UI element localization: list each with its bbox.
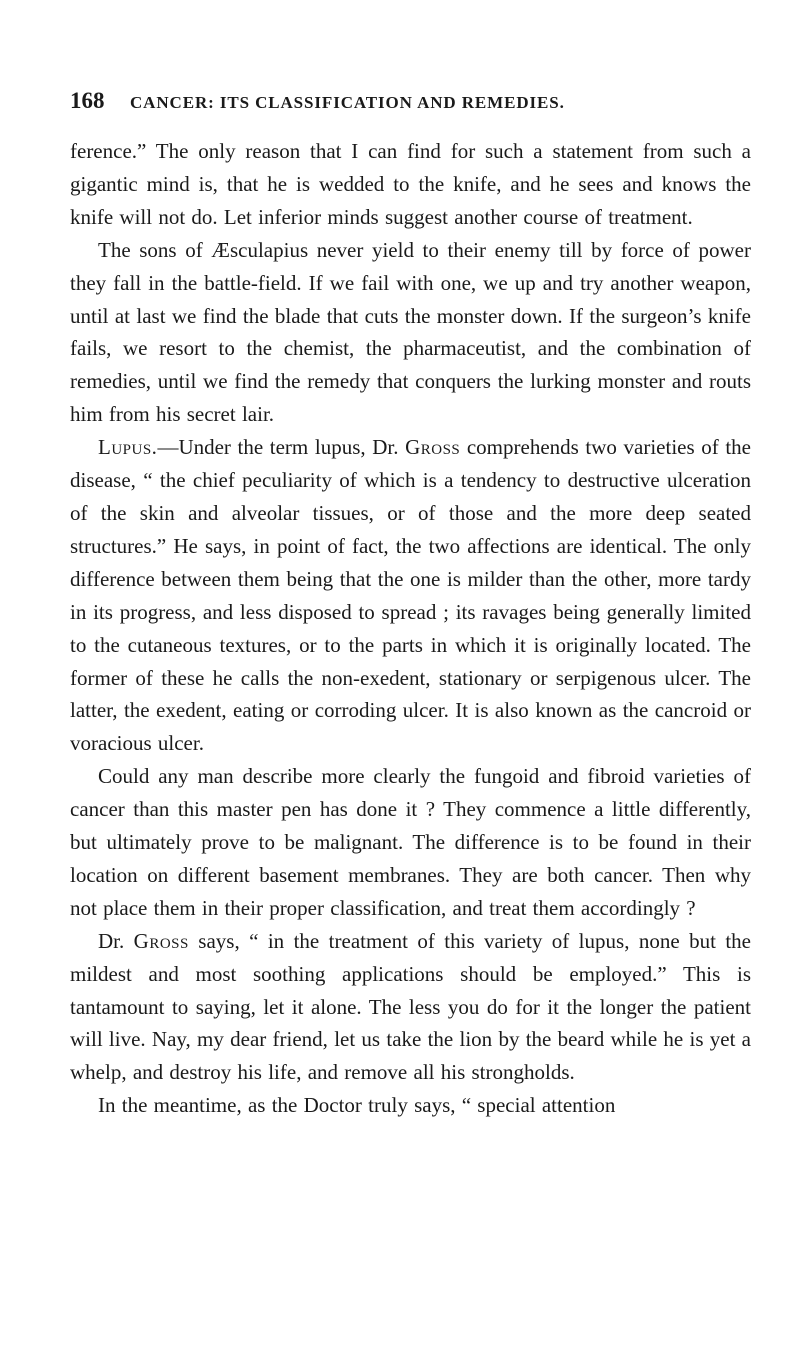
paragraph-continuation: ference.” The only reason that I can find for such a statement from such a gigantic mind is, that he is wedded to the knife, and he sees and knows the knife will not do. Let inferior minds suggest another course of treatment. [70,139,751,229]
treatment-text-rest: says, “ in the treatment of this variety of lupus, none but the mildest and most soothing applications should be employed.” This is tantamount to saying, let it alone. The less you do for it the longer the patient will live. Nay, my dear friend, let us take the lion by the beard while he is yet a whelp, and destroy his life, and remove all his strongholds. [70,928,752,1085]
lupus-text-start: —Under the term lupus, Dr. [157,435,406,460]
paragraph-fungoid-fibroid: Could any man describe more clearly the fungoid and fibroid varieties of cancer than this master pen has done it ? They commence a little differently, but ultimately prove to be malignant. The difference is to be found in their location on different basement membranes. They are both cancer. Then why not place them in their proper classification, and treat them accordingly ? [70,764,751,920]
running-title: CANCER: ITS CLASSIFICATION AND REMEDIES. [130,93,565,112]
page-number: 168 [70,88,105,113]
author-name: Gross [133,928,189,953]
treatment-text-start: Dr. [98,928,134,953]
lupus-text-rest: comprehends two varieties of the disease, “ the chief peculiarity of which is a tendency to destructive ulceration of the skin and alveolar tissues, or of those and the more deep seated structures.” He says, in point of fact, the two affections are identical. The only difference between them being that the one is milder than the other, more tardy in its progress, and less disposed to spread ; its ravages being generally limited to the cutaneous textures, or to the parts in which it is originally located. The former of these he calls the non-exedent, stationary or serpigenous ulcer. The latter, the exedent, eating or corroding ulcer. It is also known as the cancroid or voracious ulcer. [70,435,751,756]
lupus-heading: Lupus. [98,435,158,460]
page-header [70,86,750,116]
paragraph-lupus [70,431,751,760]
paragraph-aesculapius: The sons of Æsculapius never yield to their enemy till by force of power they fall in the battle-field. If we fail with one, we up and try another weapon, until at last we find the blade that cuts the monster down. If the surgeon’s knife fails, we resort to the chemist, the pharmaceutist, and the combination of remedies, until we find the remedy that conquers the lurking monster and routs him from his secret lair. [70,237,751,427]
body-text [70,135,751,1122]
paragraph-meantime: In the meantime, as the Doctor truly says, “ special attention [98,1093,616,1118]
paragraph-treatment [70,925,751,1090]
author-name: Gross [405,435,461,460]
